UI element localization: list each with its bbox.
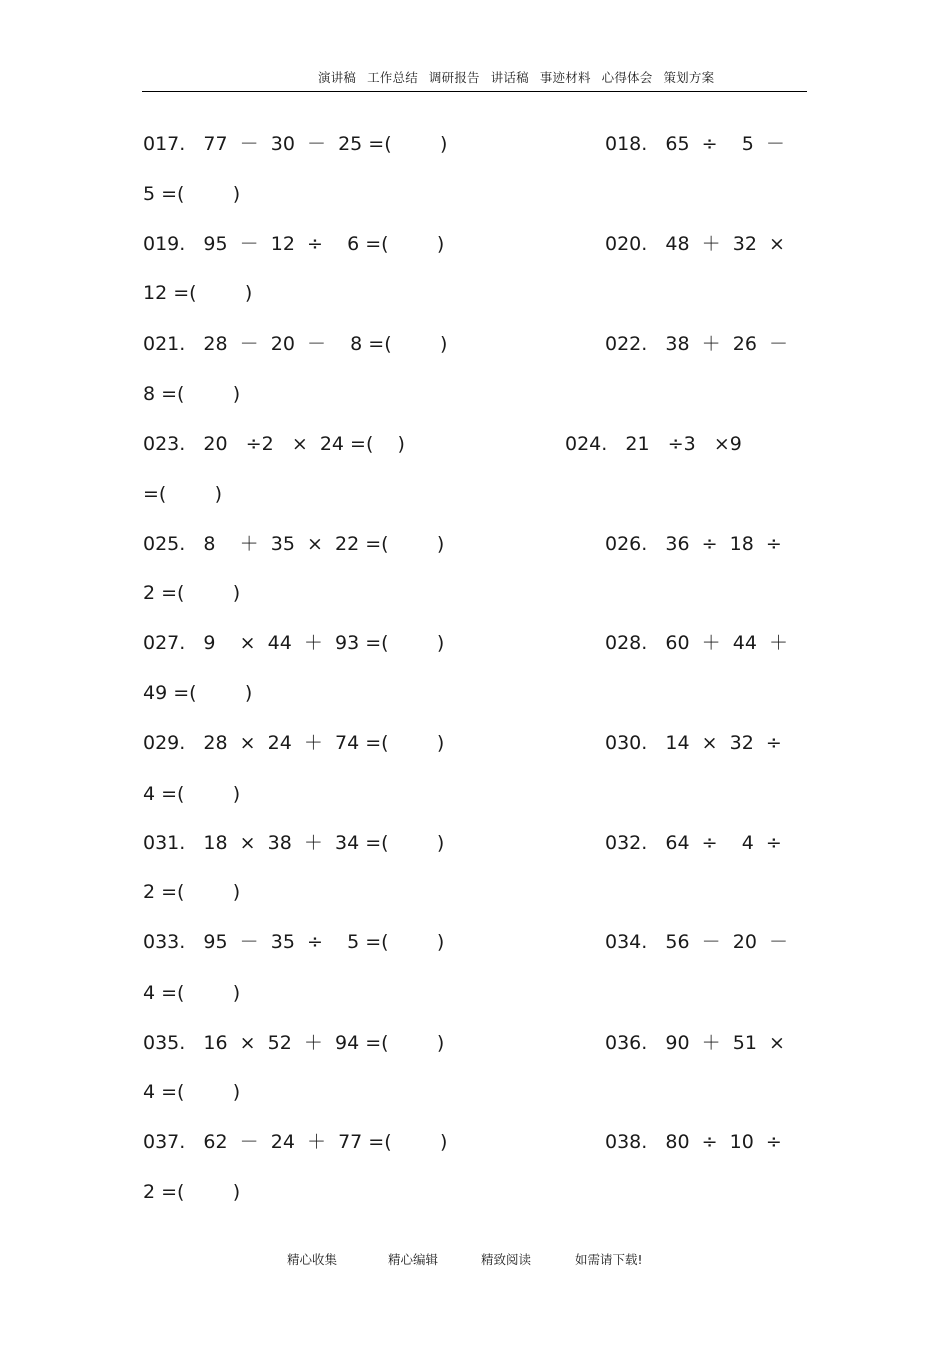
problem-left: 037. 62 － 24 ＋ 77 =( ) xyxy=(143,1131,448,1153)
footer-item: 精心编辑 xyxy=(388,1252,439,1267)
problem-right: 030. 14 × 32 ÷ xyxy=(605,732,782,754)
problem-left: 031. 18 × 38 ＋ 34 =( ) xyxy=(143,832,445,854)
problem-left: 017. 77 － 30 － 25 =( ) xyxy=(143,133,448,155)
problem-continuation: 49 =( ) xyxy=(143,682,253,704)
problem-right: 026. 36 ÷ 18 ÷ xyxy=(605,533,782,555)
footer-item: 精心收集 xyxy=(287,1252,338,1267)
problem-left: 027. 9 × 44 ＋ 93 =( ) xyxy=(143,632,445,654)
header-item: 演讲稿 xyxy=(318,70,357,85)
problem-continuation: 4 =( ) xyxy=(143,982,241,1004)
footer-item: 精致阅读 xyxy=(481,1252,532,1267)
problem-continuation: 4 =( ) xyxy=(143,1081,241,1103)
problem-continuation: 8 =( ) xyxy=(143,383,241,405)
problem-continuation: 4 =( ) xyxy=(143,783,241,805)
header-divider xyxy=(142,91,807,92)
problem-right: 024. 21 ÷3 ×9 xyxy=(565,433,742,455)
problem-left: 033. 95 － 35 ÷ 5 =( ) xyxy=(143,931,445,953)
problem-continuation: 12 =( ) xyxy=(143,282,253,304)
problem-continuation: 2 =( ) xyxy=(143,881,241,903)
problem-continuation: 2 =( ) xyxy=(143,582,241,604)
problem-right: 018. 65 ÷ 5 － xyxy=(605,133,785,155)
problem-right: 020. 48 ＋ 32 × xyxy=(605,233,785,255)
header-item: 策划方案 xyxy=(663,70,715,85)
header-item: 心得体会 xyxy=(601,70,653,85)
problem-left: 021. 28 － 20 － 8 =( ) xyxy=(143,333,448,355)
problem-left: 019. 95 － 12 ÷ 6 =( ) xyxy=(143,233,445,255)
problem-continuation: =( ) xyxy=(143,483,223,505)
problem-right: 022. 38 ＋ 26 － xyxy=(605,333,789,355)
problem-left: 029. 28 × 24 ＋ 74 =( ) xyxy=(143,732,445,754)
problem-left: 035. 16 × 52 ＋ 94 =( ) xyxy=(143,1032,445,1054)
problem-continuation: 5 =( ) xyxy=(143,183,241,205)
header-item: 调研报告 xyxy=(428,70,480,85)
problem-right: 036. 90 ＋ 51 × xyxy=(605,1032,785,1054)
header-categories xyxy=(318,68,725,86)
problem-left: 025. 8 ＋ 35 × 22 =( ) xyxy=(143,533,445,555)
problem-left: 023. 20 ÷2 × 24 =( ) xyxy=(143,433,405,455)
footer-item: 如需请下载! xyxy=(575,1252,643,1267)
problem-right: 038. 80 ÷ 10 ÷ xyxy=(605,1131,782,1153)
problem-right: 028. 60 ＋ 44 ＋ xyxy=(605,632,789,654)
header-item: 事迹材料 xyxy=(539,70,591,85)
problem-right: 032. 64 ÷ 4 ÷ xyxy=(605,832,782,854)
problem-right: 034. 56 － 20 － xyxy=(605,931,789,953)
header-item: 讲话稿 xyxy=(490,70,529,85)
header-item: 工作总结 xyxy=(367,70,418,85)
problem-continuation: 2 =( ) xyxy=(143,1181,241,1203)
